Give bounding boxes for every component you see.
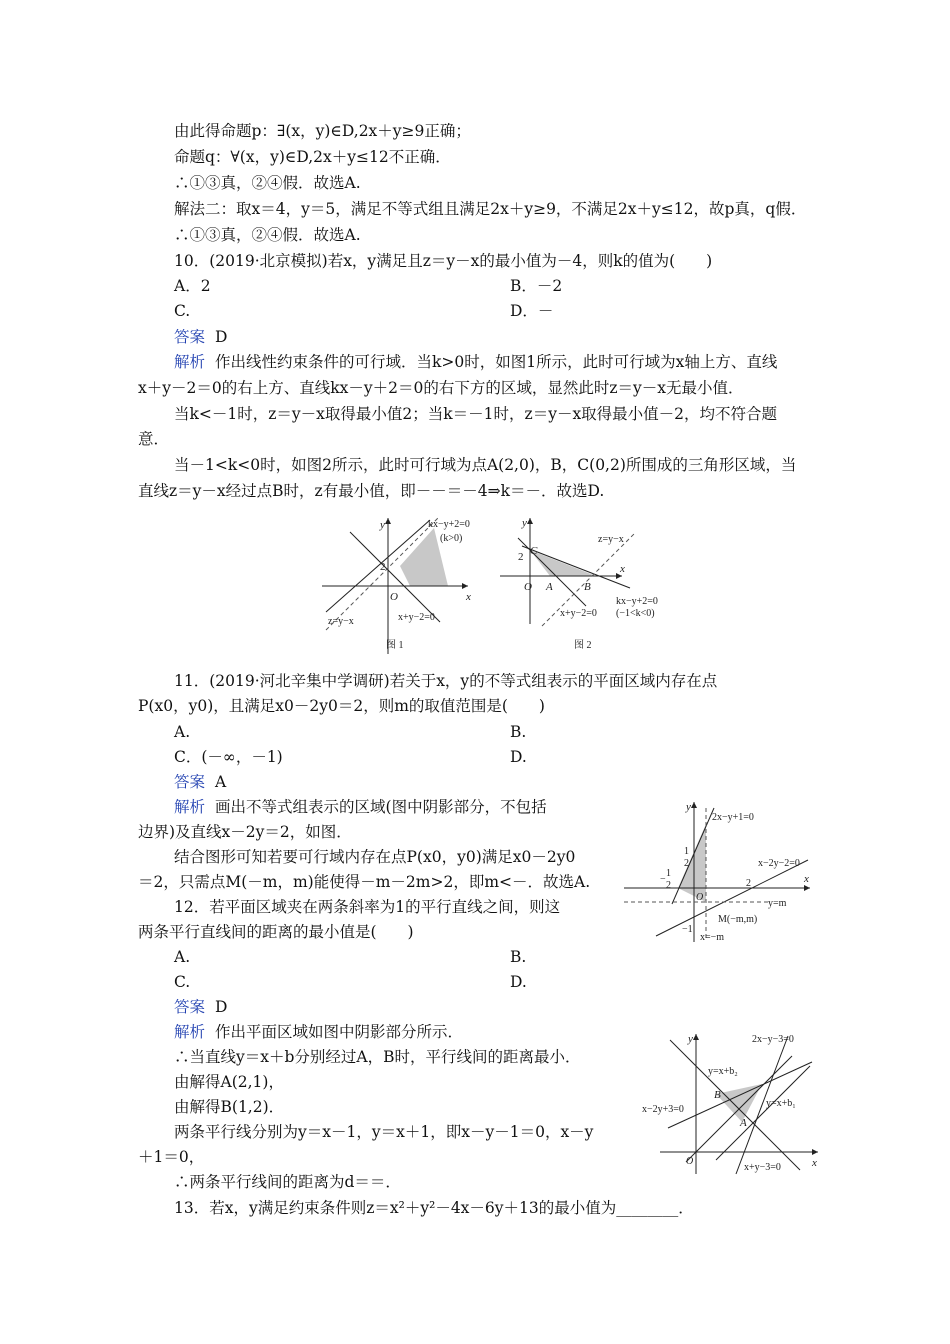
option-d: D. [510, 973, 527, 991]
origin-label: O [696, 892, 704, 903]
line-label: kx−y+2=0 [616, 596, 658, 607]
analysis-label: 解析 [174, 798, 206, 816]
answer-value: D [215, 328, 228, 346]
question-11: 11．(2019·河北辛集中学调研)若关于x，y的不等式组表示的平面区域内存在点 [174, 672, 718, 690]
line-label: (−1<k<0) [616, 608, 655, 619]
point-a: A [740, 1117, 747, 1129]
line-label: x−2y+3=0 [642, 1104, 684, 1115]
option-c: C. [174, 973, 191, 991]
option-a: A．2 [174, 277, 211, 295]
option-b: B．－2 [510, 277, 563, 295]
answer-line [174, 996, 227, 1018]
text-line: P(x0，y0)，且满足x0－2y0＝2，则m的取值范围是( ) [138, 697, 545, 715]
x-label: x [620, 563, 625, 575]
option-a: A. [174, 948, 191, 966]
text-line: 当k<－1时，z＝y－x取得最小值2；当k＝－1时，z＝y－x取得最小值－2，均不符合题 [174, 405, 778, 423]
text-line: ∴①③真，②④假．故选A. [174, 226, 361, 244]
tick-2: 2 [746, 878, 751, 889]
text-line: 两条平行直线间的距离的最小值是( ) [138, 923, 414, 941]
y-label: y [380, 519, 385, 531]
analysis-text: 作出平面区域如图中阴影部分所示． [215, 1023, 464, 1041]
answer-label: 答案 [174, 328, 206, 346]
y-label: y [688, 1033, 693, 1045]
line-label: kx−y+2=0 [428, 519, 470, 530]
line-label: z=y−x [598, 534, 624, 545]
origin-label: O [686, 1156, 694, 1167]
line-label: 2x−y+1=0 [712, 812, 754, 823]
answer-value: A [215, 773, 227, 791]
figure-4 [640, 1028, 820, 1178]
tick-half: 1 [684, 846, 689, 857]
text-line: 由解得B(1,2)． [174, 1098, 285, 1116]
line-label: x+y−2=0 [398, 612, 435, 623]
figure-2 [496, 512, 676, 658]
question-10: 10．(2019·北京模拟)若x，y满足且z＝y－x的最小值为－4，则k的值为( ) [174, 252, 713, 270]
point-b: B [714, 1089, 721, 1101]
tick-2: 2 [380, 561, 386, 573]
analysis-label: 解析 [174, 353, 206, 371]
point-c: C [530, 545, 538, 557]
text-line: ＋1＝0， [138, 1148, 205, 1166]
y-label: y [686, 801, 691, 813]
text-line: 由解得A(2,1)， [174, 1073, 284, 1091]
tick-minus: − [660, 874, 666, 885]
figure-1 [318, 512, 478, 658]
text-line: 当－1<k<0时，如图2所示，此时可行域为点A(2,0)，B，C(0,2)所围成的三角形区域，当 [174, 456, 797, 474]
line-label: y=x+b₁ [766, 1098, 796, 1109]
x-label: x [804, 873, 809, 885]
x-label: x [812, 1157, 817, 1169]
tick-neg-half-den: 2 [666, 880, 671, 891]
analysis-label: 解析 [174, 1023, 206, 1041]
line-label: y=x+b₂ [708, 1066, 738, 1077]
question-12: 12．若平面区域夹在两条斜率为1的平行直线之间，则这 [174, 898, 561, 916]
option-d: D．－ [510, 302, 554, 320]
text-line: 解法二：取x＝4，y＝5，满足不等式组且满足2x＋y≥9，不满足2x＋y≤12，故p真，q假． [174, 200, 807, 218]
tick-half-den: 2 [684, 858, 689, 869]
text-line: 直线z＝y－x经过点B时，z有最小值，即－－＝－4⇒k＝－．故选D. [138, 482, 605, 500]
point-a: A [546, 581, 553, 593]
text-line: ∴两条平行线间的距离为d＝＝． [174, 1173, 401, 1191]
text-line: ＝2，只需点M(－m，m)能使得－m－2m>2，即m<－．故选A. [138, 873, 591, 891]
tick-neg-half-num: 1 [666, 868, 671, 879]
line-kx [522, 546, 630, 588]
line-label: z=y−x [328, 616, 354, 627]
line-label: x=−m [700, 932, 725, 943]
point-m: M(−m,m) [718, 914, 758, 925]
text-line: 命题q：∀(x，y)∈D,2x＋y≤12不正确． [174, 148, 451, 166]
figure-caption: 图 1 [386, 640, 404, 651]
answer-value: D [215, 998, 228, 1016]
text-line: ∴①③真，②④假．故选A. [174, 174, 361, 192]
answer-line [174, 771, 226, 793]
line-label: x+y−3=0 [744, 1162, 781, 1173]
figure-3 [620, 796, 815, 946]
text-line: 结合图形可知若要可行域内存在点P(x0，y0)满足x0－2y0 [174, 848, 576, 866]
analysis-text: 画出不等式组表示的区域(图中阴影部分，不包括 [215, 798, 547, 816]
x-label: x [466, 591, 471, 603]
point-b: B [584, 581, 591, 593]
text-line: 由此得命题p：∃(x，y)∈D,2x＋y≥9正确； [174, 122, 471, 140]
analysis-text: 作出线性约束条件的可行域．当k>0时，如图1所示，此时可行域为x轴上方、直线 [215, 353, 778, 371]
figure-caption: 图 2 [574, 640, 592, 651]
option-c: C．(－∞，－1) [174, 748, 283, 766]
question-13: 13．若x，y满足约束条件则z＝x²＋y²－4x－6y＋13的最小值为________． [174, 1199, 694, 1217]
feasible-region [530, 550, 596, 576]
option-c: C. [174, 302, 191, 320]
line-label: x−2y−2=0 [758, 858, 800, 869]
origin-label: O [524, 581, 532, 593]
y-label: y [522, 517, 527, 529]
line-label: y=m [768, 898, 787, 909]
answer-line [174, 326, 227, 348]
option-a: A. [174, 723, 191, 741]
tick-2: 2 [518, 551, 524, 563]
text-line: 两条平行线分别为y＝x－1，y＝x＋1，即x－y－1＝0，x－y [174, 1123, 594, 1141]
line-label: x+y−2=0 [560, 608, 597, 619]
origin-label: O [390, 591, 398, 603]
text-line: 意． [138, 430, 170, 448]
answer-label: 答案 [174, 773, 206, 791]
answer-label: 答案 [174, 998, 206, 1016]
text-line: 边界)及直线x－2y＝2，如图． [138, 823, 352, 841]
option-b: B. [510, 723, 527, 741]
tick-minus-1: −1 [682, 924, 693, 935]
analysis-line [174, 796, 547, 818]
line-label: 2x−y−3=0 [752, 1034, 794, 1045]
analysis-line [174, 351, 777, 373]
option-b: B. [510, 948, 527, 966]
option-d: D. [510, 748, 527, 766]
text-line: x＋y－2＝0的右上方、直线kx－y＋2＝0的右下方的区域，显然此时z＝y－x无最小值． [138, 379, 744, 397]
line-label: (k>0) [440, 533, 463, 544]
line-b1 [716, 1066, 810, 1160]
text-line: ∴当直线y＝x＋b分别经过A，B时，平行线间的距离最小． [174, 1048, 581, 1066]
analysis-line [174, 1021, 463, 1043]
